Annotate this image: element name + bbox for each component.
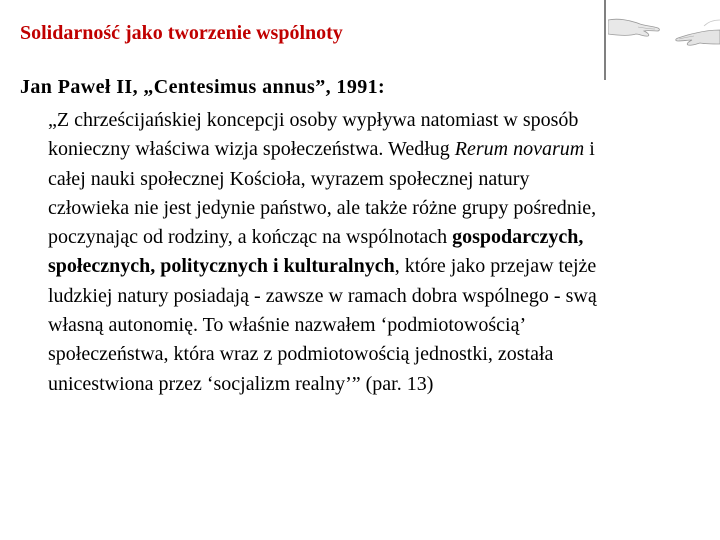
emphasis-text: gospodarczych,	[452, 226, 584, 249]
quote-text: poczynając od rodziny, a kończąc na wspólnotach	[48, 226, 453, 249]
creation-of-adam-hands-icon	[608, 0, 720, 62]
quote-text: i	[584, 138, 595, 161]
quote-line	[48, 252, 716, 281]
slide-title: Solidarność jako tworzenie wspólnoty	[20, 22, 343, 44]
quote-line: całej nauki społecznej Kościoła, wyrazem społecznej natury	[48, 167, 530, 190]
source-heading: Jan Paweł II, „Centesimus annus”, 1991:	[20, 76, 386, 98]
quote-line: człowieka nie jest jedynie państwo, ale także różne grupy pośrednie,	[48, 196, 597, 219]
quote-line: społeczeństwa, która wraz z podmiotowością jednostki, została	[48, 343, 554, 366]
encyclical-title: Rerum novarum	[454, 138, 585, 161]
quote-text: konieczny właściwa wizja społeczeństwa. Według	[48, 138, 455, 161]
quote-line: własną autonomię. To właśnie nazwałem ‘podmiotowością’	[48, 314, 527, 337]
quote-line: ludzkiej natury posiadają - zawsze w ramach dobra wspólnego - swą	[48, 284, 597, 307]
quote-line: unicestwiona przez ‘socjalizm realny’” (par. 13)	[48, 372, 434, 395]
quote-line	[48, 135, 716, 164]
quote-line	[48, 223, 716, 252]
quote-text: , które jako przejaw tejże	[394, 255, 597, 278]
quote-body	[48, 106, 716, 399]
quote-line: „Z chrześcijańskiej koncepcji osoby wypływa natomiast w sposób	[48, 109, 579, 131]
vertical-divider	[604, 0, 606, 80]
emphasis-text: społecznych, politycznych i kulturalnych	[48, 255, 395, 278]
